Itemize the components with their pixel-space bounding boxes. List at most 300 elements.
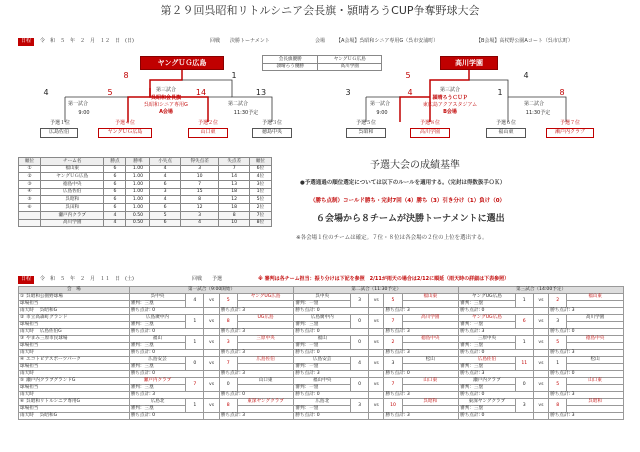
standings-row bbox=[19, 211, 272, 219]
game-hs: 0 bbox=[351, 378, 369, 392]
game-points-home: 勝ち点計: 0 bbox=[459, 308, 534, 315]
page-title: 第２９回呉昭和リトルシニア会長旗・頴晴ろうCUP争奪野球大会 bbox=[160, 4, 480, 17]
game-away: 山口東 bbox=[567, 378, 624, 385]
standings-cell-pts: 6 bbox=[104, 204, 126, 212]
game-as: 0 bbox=[219, 378, 237, 392]
game-as: 7 bbox=[384, 315, 402, 329]
a-time3: 11:30予定 bbox=[233, 110, 259, 116]
standings-cell-c3: 8 bbox=[219, 211, 249, 219]
venue-no: ④ bbox=[20, 357, 25, 363]
game-home: ヤングUG広島 bbox=[459, 315, 516, 322]
game-ump1: 審判：三塁 bbox=[129, 322, 186, 329]
game-ump1-blank bbox=[237, 301, 294, 308]
game-hs: 7 bbox=[186, 378, 204, 392]
venue-no: ⑥ bbox=[20, 399, 25, 405]
standings-row bbox=[19, 165, 272, 173]
prelim-notice: ※ 審判は各チーム担当：振り分けは下記を参照 2/11が雨天の場合は2/12に順延（雨天時の詳細は下表参照） bbox=[258, 276, 510, 282]
game-ump1: 審判：三塁 bbox=[459, 301, 516, 308]
game-as: 2 bbox=[549, 294, 567, 308]
venue-sub2 bbox=[19, 350, 130, 357]
standings-cell-c3: 7 bbox=[219, 165, 249, 173]
game-hs: 1 bbox=[515, 336, 533, 350]
criteria-headline: ６会場から８チームが決勝トーナメントに選出 bbox=[316, 214, 505, 224]
game-points-home: 勝ち点計: 0 bbox=[459, 392, 534, 399]
venue-sub1: 球場担当 bbox=[19, 385, 130, 392]
venue-title: 呉昭和リトルシニア専用G bbox=[26, 399, 81, 405]
game-away: 山口東 bbox=[402, 378, 459, 385]
venue-points-row bbox=[19, 308, 624, 315]
b-final-score-1: 4 bbox=[523, 71, 529, 80]
standings-cell-team: 広島佐伯 bbox=[41, 188, 104, 196]
a-game2-label: 第二試合 bbox=[227, 101, 248, 107]
game-vs: vs bbox=[533, 357, 548, 371]
game-ump1: 審判：三塁 bbox=[294, 322, 351, 329]
standings-cell-c1: 6 bbox=[150, 181, 180, 189]
standings-cell-pts: 6 bbox=[104, 188, 126, 196]
b-seed-label-0: 予選５位 bbox=[355, 120, 376, 126]
game-ump1: 審判：三塁 bbox=[459, 385, 516, 392]
game-points-mid bbox=[533, 329, 548, 336]
standings-cell-c1: 4 bbox=[150, 165, 180, 173]
venue-no: ① bbox=[20, 294, 25, 300]
game-home: 呉中央 bbox=[129, 294, 186, 301]
standings-cell-pos: 6位 bbox=[249, 165, 271, 173]
game-away: 徳島中央 bbox=[567, 336, 624, 343]
game-ump1: 審判：三塁 bbox=[459, 364, 516, 371]
standings-cell-c3: 13 bbox=[219, 181, 249, 189]
standings-row bbox=[19, 188, 272, 196]
game-points-away: 勝ち点計: 3 bbox=[219, 350, 294, 357]
game-points-away: 勝ち点計: 3 bbox=[384, 392, 459, 399]
final-venue-b: 【B会場】高杖野公園Aコート（呉市広町） bbox=[476, 38, 573, 44]
game-ump1-blank bbox=[567, 322, 624, 329]
venue-sub2 bbox=[19, 329, 130, 336]
game-points-away: 勝ち点計: 0 bbox=[384, 371, 459, 378]
game-home: 広島佐伯 bbox=[459, 357, 516, 364]
a-semi-score-2: 14 bbox=[195, 88, 207, 97]
standings-cell-c1: 4 bbox=[150, 173, 180, 181]
game-ump1: 審判：三塁 bbox=[129, 364, 186, 371]
standings-cell-team: 徳島中央 bbox=[41, 181, 104, 189]
game-as: 5 bbox=[219, 294, 237, 308]
game-vs: vs bbox=[204, 336, 219, 350]
game-home: 広島北 bbox=[129, 399, 186, 406]
venue-sub1: 球場担当 bbox=[19, 301, 130, 308]
game-hs: 4 bbox=[186, 294, 204, 308]
venue-row bbox=[19, 294, 624, 301]
game-points-home: 勝ち点計: 0 bbox=[459, 350, 534, 357]
b-semi-score-1: 4 bbox=[407, 88, 413, 97]
standings-col-5: 得失点差 bbox=[180, 158, 219, 166]
game-points-away: 勝ち点計: 3 bbox=[549, 308, 624, 315]
game-home: 呉中央 bbox=[294, 294, 351, 301]
game-hs: 1 bbox=[186, 315, 204, 329]
standings-cell-pos: 8位 bbox=[249, 219, 271, 227]
game-home: ヤングUG広島 bbox=[459, 294, 516, 301]
standings-cell-team: 呉田和 bbox=[41, 204, 104, 212]
game-as: 7 bbox=[384, 378, 402, 392]
game-ump1: 審判：一塁 bbox=[294, 301, 351, 308]
game-points-mid bbox=[533, 308, 548, 315]
game-points-mid bbox=[369, 371, 384, 378]
b-round3-label: 第三試合 bbox=[439, 87, 460, 93]
game-points-mid bbox=[369, 413, 384, 420]
game-ump1-blank bbox=[567, 301, 624, 308]
standings-cell-pos: 4位 bbox=[249, 173, 271, 181]
standings-cell-rank: ① bbox=[19, 165, 41, 173]
standings-cell-team: 福山東 bbox=[41, 165, 104, 173]
a-game1-label: 第一試合 bbox=[67, 101, 88, 107]
game-as: 5 bbox=[549, 336, 567, 350]
standings-table bbox=[18, 157, 272, 227]
game-away: 高川学園 bbox=[567, 315, 624, 322]
game-home: 広島北 bbox=[294, 399, 351, 406]
game-home: 東深ヤングクラブ bbox=[459, 399, 516, 406]
venue-sub2-value: 広島佐伯G bbox=[39, 329, 62, 335]
standings-cell-c3: 10 bbox=[219, 219, 249, 227]
standings-cell-pct: 1.00 bbox=[126, 204, 150, 212]
game-points-home: 勝ち点計: 0 bbox=[294, 308, 369, 315]
b-game1-time: 9:00 bbox=[376, 110, 388, 116]
venue-sub1: 球場担当 bbox=[19, 406, 130, 413]
a-semi-score-1: 5 bbox=[107, 88, 113, 97]
venue-points-row bbox=[19, 413, 624, 420]
a-semi-score-3: 13 bbox=[255, 88, 267, 97]
game-vs: vs bbox=[204, 399, 219, 413]
standings-cell-pts: 4 bbox=[104, 219, 126, 227]
game-ump1-blank bbox=[402, 385, 459, 392]
venue-sub2 bbox=[19, 392, 130, 399]
game-points-mid bbox=[369, 350, 384, 357]
game-points-mid bbox=[204, 371, 219, 378]
standings-cell-c2: 7 bbox=[180, 181, 219, 189]
b-cup-name: 頴晴ろうＣＵＰ bbox=[432, 95, 468, 101]
game-home: 広島廣中内 bbox=[294, 315, 351, 322]
standings-cell-c2: 15 bbox=[180, 188, 219, 196]
game-as: 3 bbox=[219, 336, 237, 350]
game-points-home: 勝ち点計: 0 bbox=[294, 413, 369, 420]
game-points-mid bbox=[369, 392, 384, 399]
game-points-home: 勝ち点計: 3 bbox=[459, 371, 534, 378]
game-ump1-blank bbox=[237, 385, 294, 392]
game-ump1-blank bbox=[237, 406, 294, 413]
venue-name bbox=[19, 357, 130, 364]
game-vs: vs bbox=[533, 315, 548, 329]
criteria-heading: 予選大会の成績基準 bbox=[370, 160, 460, 171]
venue-name bbox=[19, 336, 130, 343]
champ-label-0: 会長旗優勝 bbox=[263, 56, 318, 64]
game-points-mid bbox=[204, 329, 219, 336]
prelim-round: 回戦 予選 bbox=[192, 276, 223, 282]
venue-points-row bbox=[19, 350, 624, 357]
game-as: 7 bbox=[219, 357, 237, 371]
venue-no: ② bbox=[20, 315, 25, 321]
game-vs: vs bbox=[533, 294, 548, 308]
standings-cell-c1: 6 bbox=[150, 204, 180, 212]
game-as: 2 bbox=[384, 336, 402, 350]
game-ump1: 審判：三塁 bbox=[459, 406, 516, 413]
b-semi-score-0: 3 bbox=[345, 88, 351, 97]
venue-sub1: 球場担当 bbox=[19, 343, 130, 350]
game-ump1-blank bbox=[402, 301, 459, 308]
prelim-header bbox=[19, 287, 624, 294]
venue-sub2-value: 呉昭和G bbox=[39, 413, 58, 419]
game-ump1: 審判：一塁 bbox=[459, 322, 516, 329]
game-away: 福山東 bbox=[567, 294, 624, 301]
game-points-mid bbox=[533, 413, 548, 420]
b-seed-label-1: 予選８位 bbox=[419, 120, 440, 126]
game-away: ヤングUG広島 bbox=[237, 294, 294, 301]
standings-cell-pct: 1.00 bbox=[126, 196, 150, 204]
game-away: 松山 bbox=[402, 357, 459, 364]
game-hs: 0 bbox=[515, 378, 533, 392]
game-points-mid bbox=[533, 371, 548, 378]
a-game1-time: 9:00 bbox=[78, 110, 90, 116]
b-semi-score-3: 8 bbox=[559, 88, 565, 97]
venue-points-row bbox=[19, 371, 624, 378]
b-seed-team-1: 高川学園 bbox=[410, 128, 450, 138]
a-seed-label-2: 予選２位 bbox=[197, 120, 218, 126]
venue-sub1: 球場担当 bbox=[19, 364, 130, 371]
game-home: 福山中央 bbox=[294, 378, 351, 385]
game-ump1-blank bbox=[402, 343, 459, 350]
game-vs: vs bbox=[204, 315, 219, 329]
final-venue-label: 会場 bbox=[315, 38, 326, 44]
standings-header bbox=[19, 158, 272, 166]
game-vs: vs bbox=[204, 294, 219, 308]
champ-label-1: 頴晴ろう優勝 bbox=[263, 63, 318, 71]
game-hs: 6 bbox=[515, 315, 533, 329]
prelim-date-tag: 日程 bbox=[18, 276, 34, 284]
game-ump1: 審判：一塁 bbox=[294, 343, 351, 350]
game-away: 高川学園 bbox=[402, 315, 459, 322]
game-hs: 11 bbox=[515, 357, 533, 371]
game-hs: 3 bbox=[351, 399, 369, 413]
standings-cell-c2: 3 bbox=[180, 211, 219, 219]
game-points-home: 勝ち点計: 0 bbox=[129, 329, 204, 336]
standings-cell-pct: 1.00 bbox=[126, 181, 150, 189]
a-seed-team-0: 広島佐伯 bbox=[40, 128, 78, 138]
venue-title: やまみ三原市民球場 bbox=[26, 336, 68, 342]
final-round: 回戦 決勝トーナメント bbox=[210, 38, 270, 44]
final-venue-a: 【A会場】呉昭和シニア専用G（呉市安浦町） bbox=[336, 38, 439, 44]
game-points-away: 勝ち点計: 3 bbox=[549, 350, 624, 357]
standings-cell-c3: 12 bbox=[219, 196, 249, 204]
champ-value-1: 高川学園 bbox=[318, 63, 382, 71]
venue-row bbox=[19, 378, 624, 385]
venue-sub2 bbox=[19, 371, 130, 378]
champions-table bbox=[262, 55, 382, 71]
standings-cell-c2: 12 bbox=[180, 204, 219, 212]
standings-cell-pos: 2位 bbox=[249, 204, 271, 212]
game-hs: 0 bbox=[186, 357, 204, 371]
venue-sub2-label: 雨天時 bbox=[20, 308, 34, 314]
venue-name bbox=[19, 315, 130, 322]
venue-row bbox=[19, 336, 624, 343]
standings-col-3: 勝率 bbox=[126, 158, 150, 166]
standings-cell-pts: 6 bbox=[104, 181, 126, 189]
game-points-away: 勝ち点計: 3 bbox=[219, 413, 294, 420]
game-points-home: 勝ち点計: 0 bbox=[129, 413, 204, 420]
venue-points-row bbox=[19, 392, 624, 399]
game-points-away: 勝ち点計: 3 bbox=[384, 329, 459, 336]
game-hs: 1 bbox=[186, 399, 204, 413]
game-hs: 3 bbox=[351, 294, 369, 308]
standings-cell-rank: ③ bbox=[19, 181, 41, 189]
game-vs: vs bbox=[533, 378, 548, 392]
game-as: 8 bbox=[549, 399, 567, 413]
game-vs: vs bbox=[369, 294, 384, 308]
standings-col-6: 失点差 bbox=[219, 158, 249, 166]
game-hs: 0 bbox=[351, 336, 369, 350]
venue-sub2-label: 雨天時 bbox=[20, 392, 34, 398]
standings-row bbox=[19, 204, 272, 212]
prelim-col-g1: 第一試合（9:00開始） bbox=[129, 287, 294, 294]
game-points-home: 勝ち点計: 0 bbox=[459, 413, 534, 420]
game-ump1: 審判：一塁 bbox=[294, 406, 351, 413]
criteria-rule2: （勝ち点制）コールド勝ち・完封7回（4）勝ち（3）引き分け（1）負け（0） bbox=[310, 198, 506, 204]
prelim-col-g2: 第二試合（11:30予定） bbox=[294, 287, 459, 294]
game-as: 10 bbox=[384, 399, 402, 413]
game-vs: vs bbox=[369, 336, 384, 350]
a-round3-label: 第三試合 bbox=[155, 87, 176, 93]
game-hs: 3 bbox=[515, 399, 533, 413]
b-venue-tag: B会場 bbox=[443, 109, 457, 115]
game-as: 8 bbox=[219, 399, 237, 413]
game-home: 瀬戸内クラブ bbox=[459, 378, 516, 385]
game-as: 3 bbox=[384, 357, 402, 371]
standings-cell-pct: 0.50 bbox=[126, 219, 150, 227]
b-semi-score-2: 1 bbox=[497, 88, 503, 97]
game-away: 山口東 bbox=[237, 378, 294, 385]
standings-cell-rank: ④ bbox=[19, 188, 41, 196]
venue-title: 瀬戸内クラブグランドG bbox=[26, 378, 76, 384]
a-seed-team-3: 徳島中央 bbox=[252, 128, 292, 138]
standings-cell-pos: 3位 bbox=[249, 181, 271, 189]
standings-cell-rank: ② bbox=[19, 173, 41, 181]
game-away: 呉昭和 bbox=[402, 399, 459, 406]
standings-cell-pct: 0.50 bbox=[126, 211, 150, 219]
prelim-col-venue: 会 場 bbox=[19, 287, 130, 294]
champ-value-0: ヤングＵＧ広島 bbox=[318, 56, 382, 64]
game-ump1: 審判：三塁 bbox=[129, 406, 186, 413]
game-points-home: 勝ち点計: 3 bbox=[129, 392, 204, 399]
game-hs: 1 bbox=[186, 336, 204, 350]
game-vs: vs bbox=[369, 399, 384, 413]
b-winner-box: 高川学園 bbox=[440, 56, 498, 70]
final-date: 令 和 ５ 年 ２ 月 １２ 日 (日) bbox=[40, 38, 134, 44]
standings-cell-team: 瀬戸内クラブ bbox=[41, 211, 104, 219]
venue-sub2-label: 雨天時 bbox=[20, 329, 34, 335]
standings-cell-c3: 14 bbox=[219, 173, 249, 181]
game-vs: vs bbox=[369, 357, 384, 371]
game-points-home: 勝ち点計: 0 bbox=[129, 371, 204, 378]
standings-cell-c1: 4 bbox=[150, 196, 180, 204]
standings-cell-c2: 4 bbox=[180, 219, 219, 227]
standings-cell-c2: 3 bbox=[180, 165, 219, 173]
game-points-home: 勝ち点計: 0 bbox=[294, 350, 369, 357]
a-seed-label-1: 予選４位 bbox=[114, 120, 135, 126]
game-ump1-blank bbox=[567, 343, 624, 350]
a-seed-team-2: 山口東 bbox=[188, 128, 228, 138]
standings-cell-rank bbox=[19, 219, 41, 227]
game-points-mid bbox=[533, 350, 548, 357]
game-ump1-blank bbox=[237, 364, 294, 371]
standings-cell-c3: 18 bbox=[219, 188, 249, 196]
game-ump1: 審判：三塁 bbox=[129, 301, 186, 308]
standings-cell-pct: 1.00 bbox=[126, 173, 150, 181]
standings-cell-pos: 7位 bbox=[249, 211, 271, 219]
game-away: 福山東 bbox=[402, 294, 459, 301]
game-as: 3 bbox=[549, 315, 567, 329]
standings-row bbox=[19, 196, 272, 204]
standings-col-0: 順位 bbox=[19, 158, 41, 166]
game-vs: vs bbox=[533, 336, 548, 350]
standings-cell-c2: 10 bbox=[180, 173, 219, 181]
game-vs: vs bbox=[369, 378, 384, 392]
standings-cell-rank: ⑤ bbox=[19, 196, 41, 204]
b-seed-label-2: 予選６位 bbox=[495, 120, 516, 126]
b-seed-label-3: 予選７位 bbox=[559, 120, 580, 126]
venue-name bbox=[19, 399, 130, 406]
standings-cell-pts: 6 bbox=[104, 165, 126, 173]
a-cup-name: 呉昭和会長旗 bbox=[150, 95, 181, 101]
game-ump1: 審判：一塁 bbox=[294, 385, 351, 392]
game-home: 三原中央 bbox=[459, 336, 516, 343]
standings-cell-c1: 5 bbox=[150, 211, 180, 219]
game-points-home: 勝ち点計: 0 bbox=[294, 329, 369, 336]
game-points-away: 勝ち点計: 0 bbox=[549, 329, 624, 336]
venue-sub2 bbox=[19, 413, 130, 420]
game-points-home: 勝ち点計: 0 bbox=[129, 308, 204, 315]
standings-row bbox=[19, 219, 272, 227]
b-time3: 11:30予定 bbox=[525, 110, 551, 116]
game-home: 瀬戸内クラブ bbox=[129, 378, 186, 385]
game-as: 5 bbox=[384, 294, 402, 308]
game-ump1-blank bbox=[567, 385, 624, 392]
a-semi-score-0: 4 bbox=[43, 88, 49, 97]
game-points-mid bbox=[369, 308, 384, 315]
venue-name bbox=[19, 294, 130, 301]
game-points-away: 勝ち点計: 3 bbox=[549, 413, 624, 420]
criteria-rule1: ●予選通過の順位選定については以下のルールを適用する。（完封は得数扱手ＯＫ） bbox=[300, 180, 506, 186]
b-final-score-0: 5 bbox=[405, 71, 411, 80]
b-game1-label: 第一試合 bbox=[369, 101, 390, 107]
a-seed-team-1: ヤングＵＧ広島 bbox=[98, 128, 152, 138]
standings-cell-pos: 5位 bbox=[249, 196, 271, 204]
standings-cell-c1: 3 bbox=[150, 188, 180, 196]
b-venue-short: 東広島アクアスタジアム bbox=[422, 102, 478, 108]
venue-row bbox=[19, 357, 624, 364]
prelim-table bbox=[18, 286, 624, 420]
game-ump1-blank bbox=[237, 343, 294, 350]
game-vs: vs bbox=[533, 399, 548, 413]
bracket-lines bbox=[0, 0, 640, 160]
game-away: 東深ヤングクラブ bbox=[237, 399, 294, 406]
b-seed-team-3: 瀬戸内クラブ bbox=[546, 128, 594, 138]
venue-sub2-label: 雨天時 bbox=[20, 350, 34, 356]
game-points-away: 勝ち点計: 3 bbox=[219, 371, 294, 378]
game-points-mid bbox=[533, 392, 548, 399]
a-final-score-0: 8 bbox=[123, 71, 129, 80]
game-points-home: 勝ち点計: 0 bbox=[129, 350, 204, 357]
venue-row bbox=[19, 399, 624, 406]
standings-cell-pct: 1.00 bbox=[126, 188, 150, 196]
game-hs: 1 bbox=[515, 294, 533, 308]
venue-no: ③ bbox=[20, 336, 25, 342]
venue-sub2-label: 雨天時 bbox=[20, 371, 34, 377]
venue-title: 呉昭和公園野球場 bbox=[26, 294, 63, 300]
